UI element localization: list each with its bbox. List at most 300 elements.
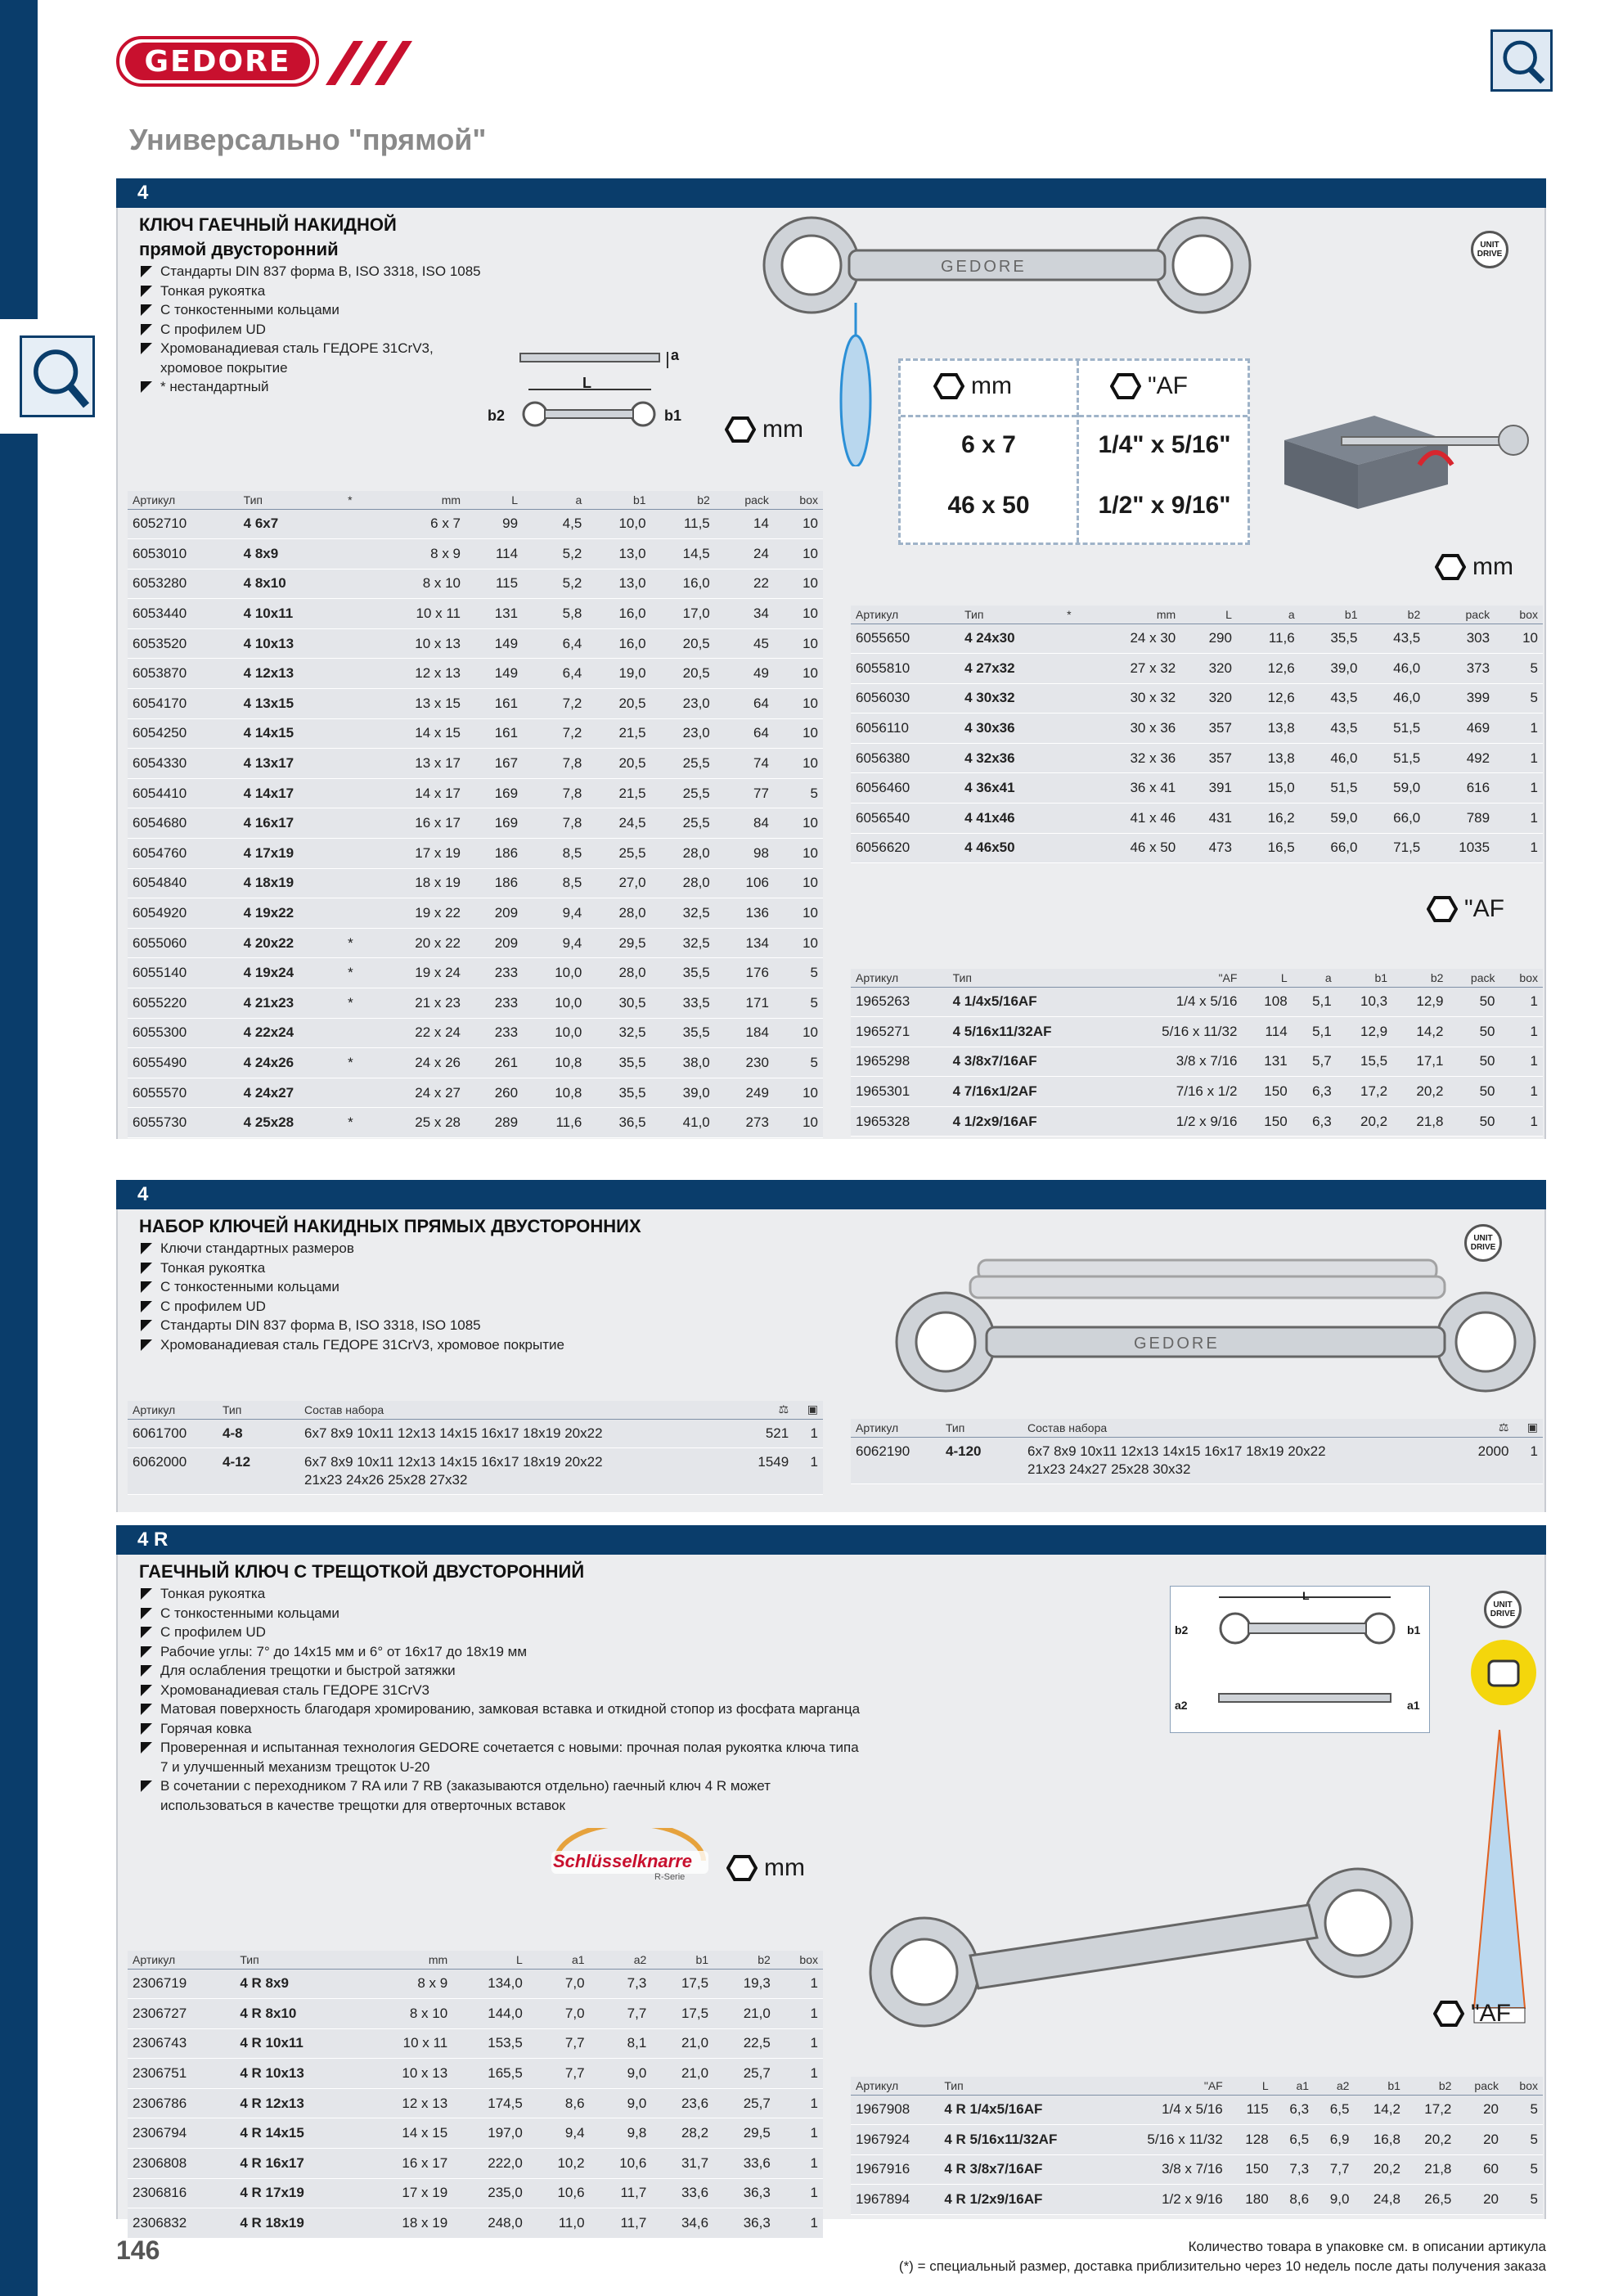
badge-subtext: R-Serie [654, 1872, 686, 1882]
table-row [851, 1077, 1543, 1107]
table-cell: 5 [1504, 2185, 1543, 2215]
col-header: Тип [948, 969, 1113, 987]
col-header: Артикул [851, 2077, 939, 2095]
table-cell: 20 [1456, 2125, 1504, 2155]
article-number: 6054410 [128, 778, 239, 808]
article-number: 6056620 [851, 833, 960, 863]
table-cell: 51,5 [1300, 773, 1363, 804]
type-label: 4 R 8x9 [235, 1969, 359, 1999]
type-label: 4 20x22 [239, 928, 343, 958]
table-cell: 10 x 11 [369, 599, 465, 629]
table-header-row [851, 969, 1543, 987]
table-cell: 9,0 [590, 2059, 652, 2089]
table-row [851, 987, 1543, 1017]
weight: 521 [736, 1419, 794, 1447]
table-cell: 373 [1425, 654, 1495, 684]
table-cell: 9,0 [1314, 2185, 1354, 2215]
table-cell: 10 [774, 868, 823, 898]
logo-stripes-icon [326, 41, 416, 85]
table-cell: 24,8 [1354, 2185, 1405, 2215]
col-header-box-icon: ▣ [794, 1401, 823, 1419]
table-cell: 32 x 36 [1086, 743, 1180, 773]
table-cell: 21 x 23 [369, 988, 465, 1019]
ring-wrench-icon [1490, 29, 1553, 92]
table-cell [343, 569, 369, 599]
col-header: L [465, 491, 523, 509]
table-cell: 10 [774, 509, 823, 539]
article-number: 6054920 [128, 898, 239, 929]
table-cell: 66,0 [1362, 804, 1425, 834]
table-cell: 32,5 [587, 1018, 650, 1048]
side-tab-bottom [0, 434, 38, 2296]
table-cell: 22,5 [713, 2028, 776, 2059]
table-cell: * [343, 958, 369, 988]
table-cell: 169 [465, 778, 523, 808]
table-cell: 12 x 13 [369, 659, 465, 689]
table-cell: 10 [774, 689, 823, 719]
table-cell: 36,3 [713, 2208, 776, 2239]
table-cell: 171 [715, 988, 774, 1019]
table-cell: 131 [1242, 1047, 1292, 1077]
col-header: Артикул [128, 1951, 235, 1969]
col-header: L [1228, 2077, 1274, 2095]
table-cell: 5 [1495, 654, 1543, 684]
type-label: 4 6x7 [239, 509, 343, 539]
table-cell: 19 x 24 [369, 958, 465, 988]
table-cell: 15,0 [1237, 773, 1300, 804]
type-label: 4 18x19 [239, 868, 343, 898]
table-cell: 7,3 [590, 1969, 652, 1999]
table-cell: 39,0 [1300, 654, 1363, 684]
table-cell: 20,5 [587, 749, 650, 779]
table-cell: 25,5 [651, 749, 715, 779]
table-cell: 10,0 [523, 1018, 587, 1048]
table-cell: 23,6 [651, 2088, 713, 2118]
table-cell: 84 [715, 808, 774, 839]
table-cell: 9,4 [523, 898, 587, 929]
table-cell: 1 [776, 1969, 823, 1999]
table-cell: 150 [1242, 1106, 1292, 1137]
unit-label-mm [1435, 553, 1513, 581]
table-row [128, 868, 823, 898]
table-cell: 35,5 [587, 1078, 650, 1108]
type-label: 4 R 8x10 [235, 1999, 359, 2029]
table-cell: 153,5 [452, 2028, 528, 2059]
table-cell: 20,2 [1337, 1106, 1392, 1137]
table-cell: 320 [1180, 654, 1237, 684]
table-cell: 34 [715, 599, 774, 629]
table-cell: 16,0 [587, 599, 650, 629]
table-cell: 1 [776, 2178, 823, 2208]
type-label: 4 10x13 [239, 628, 343, 659]
type-label: 4 46x50 [960, 833, 1062, 863]
table-cell: 11,7 [590, 2208, 652, 2239]
feature-item: С профилем UD [139, 1623, 957, 1642]
table-cell: 161 [465, 718, 523, 749]
table-row [128, 2088, 823, 2118]
type-label: 4 21x23 [239, 988, 343, 1019]
table-cell: 7,0 [528, 1999, 590, 2029]
table-cell: 5 [1504, 2125, 1543, 2155]
table-row [128, 749, 823, 779]
col-header: b2 [1392, 969, 1448, 987]
table-cell: 167 [465, 749, 523, 779]
table-cell: 230 [715, 1048, 774, 1078]
table-cell: 14,2 [1354, 2095, 1405, 2125]
feature-item: С тонкостенными кольцами [139, 1277, 875, 1297]
size-mm-2: 46 x 50 [947, 492, 1030, 519]
table-cell: 10,8 [523, 1048, 587, 1078]
table-cell: 51,5 [1362, 743, 1425, 773]
table-cell: 357 [1180, 743, 1237, 773]
table-cell: 209 [465, 898, 523, 929]
table-cell: 50 [1448, 987, 1499, 1017]
table-cell: 51,5 [1362, 714, 1425, 744]
type-label: 4 30x32 [960, 683, 1062, 714]
table-cell [1062, 683, 1086, 714]
col-header: box [1504, 2077, 1543, 2095]
table-cell: 10 x 13 [369, 628, 465, 659]
table-cell: 77 [715, 778, 774, 808]
table-row [851, 2095, 1543, 2125]
table-cell: 36,5 [587, 1108, 650, 1138]
table-cell: 11,5 [651, 509, 715, 539]
unit-text: "AF [1471, 2000, 1511, 2027]
table-cell: 5 [774, 988, 823, 1019]
table-cell: 13 x 17 [369, 749, 465, 779]
table-row [851, 1437, 1543, 1483]
table-cell: 134 [715, 928, 774, 958]
table-cell: 18 x 19 [369, 868, 465, 898]
table-cell: 13,0 [587, 539, 650, 569]
type-label: 4 R 10x13 [235, 2059, 359, 2089]
dim-b2-label: b2 [1175, 1623, 1189, 1636]
table-cell: 60 [1456, 2154, 1504, 2185]
col-header: b1 [1300, 606, 1363, 624]
feature-text: Хромованадиевая сталь ГЕДОРЕ 31CrV3, [160, 340, 434, 356]
hex-icon [1433, 2001, 1464, 2027]
product-title: НАБОР КЛЮЧЕЙ НАКИДНЫХ ПРЯМЫХ ДВУСТОРОННИХ [139, 1216, 641, 1236]
article-number: 6056110 [851, 714, 960, 744]
col-header: pack [715, 491, 774, 509]
table-cell: 10 [774, 839, 823, 869]
table-cell: 28,0 [587, 898, 650, 929]
unit-text: mm [762, 416, 803, 443]
type-label: 4 R 1/4x5/16AF [939, 2095, 1109, 2125]
table-cell: * [343, 988, 369, 1019]
table-cell: 13,0 [587, 569, 650, 599]
type-label: 4 16x17 [239, 808, 343, 839]
section-band: 4 [116, 178, 1546, 208]
table-cell: 357 [1180, 714, 1237, 744]
type-label: 4 19x22 [239, 898, 343, 929]
table-cell: 41 x 46 [1086, 804, 1180, 834]
dim-b1-label: b1 [664, 407, 682, 424]
table-cell: 149 [465, 628, 523, 659]
footer-note-line: Количество товара в упаковке см. в описании артикула [1188, 2239, 1546, 2254]
type-label: 4 R 18x19 [235, 2208, 359, 2239]
table-cell: 174,5 [452, 2088, 528, 2118]
table-cell: 10,6 [528, 2178, 590, 2208]
table-cell [1062, 654, 1086, 684]
table-cell: 29,5 [713, 2118, 776, 2149]
table-cell: 21,5 [587, 718, 650, 749]
table-cell: 34,6 [651, 2208, 713, 2239]
col-header: box [776, 1951, 823, 1969]
col-header: Состав набора [299, 1401, 736, 1419]
table-cell: 59,0 [1362, 773, 1425, 804]
col-header: Тип [239, 491, 343, 509]
table-cell: 114 [1242, 1017, 1292, 1047]
table-cell: 43,5 [1300, 714, 1363, 744]
table-cell: 1 [1500, 1017, 1544, 1047]
table-cell: 49 [715, 659, 774, 689]
table-row [128, 569, 823, 599]
col-header: pack [1456, 2077, 1504, 2095]
hex-icon [1435, 554, 1466, 580]
col-header: Артикул [128, 1401, 218, 1419]
table-cell: 169 [465, 808, 523, 839]
table-cell: 29,5 [587, 928, 650, 958]
article-number: 6061700 [128, 1419, 218, 1447]
feature-item: Стандарты DIN 837 форма B, ISO 3318, ISO 1085 [139, 1316, 875, 1335]
table-cell: 27 x 32 [1086, 654, 1180, 684]
table-cell: 10 [774, 749, 823, 779]
article-number: 1965263 [851, 987, 948, 1017]
table-cell: 5 [1504, 2154, 1543, 2185]
set-table [851, 1419, 1543, 1484]
type-label: 4 R 14x15 [235, 2118, 359, 2149]
table-row [128, 628, 823, 659]
article-number: 6054250 [128, 718, 239, 749]
table-cell: 7,2 [523, 718, 587, 749]
col-header: pack [1448, 969, 1499, 987]
table-row [128, 839, 823, 869]
set-line: 21x23 24x27 25x28 30x32 [1027, 1461, 1191, 1477]
table-cell: 8 x 9 [359, 1969, 452, 1999]
table-cell: 10 [774, 1108, 823, 1138]
table-cell: 1 [776, 2118, 823, 2149]
table-cell: 18 x 19 [359, 2208, 452, 2239]
table-cell: 20 [1456, 2185, 1504, 2215]
table-cell [343, 868, 369, 898]
col-header: Тип [960, 606, 1062, 624]
feature-item: Горячая ковка [139, 1719, 957, 1739]
table-cell: 6,5 [1314, 2095, 1354, 2125]
table-header-row [128, 491, 823, 509]
table-row [851, 804, 1543, 834]
table-cell: 12,6 [1237, 654, 1300, 684]
table-cell: 24,5 [587, 808, 650, 839]
badge-text: Schlüsselknarre [553, 1851, 692, 1871]
set-contents [1023, 1437, 1456, 1483]
article-number: 6055570 [128, 1078, 239, 1108]
article-number: 6054760 [128, 839, 239, 869]
article-number: 6055730 [128, 1108, 239, 1138]
table-cell: 10,2 [528, 2149, 590, 2179]
table-cell: 1 [776, 2088, 823, 2118]
table-cell: 165,5 [452, 2059, 528, 2089]
table-cell: 399 [1425, 683, 1495, 714]
type-label: 4 8x10 [239, 569, 343, 599]
article-number: 1967894 [851, 2185, 939, 2215]
table-cell: 46,0 [1362, 683, 1425, 714]
table-row [851, 773, 1543, 804]
type-label: 4 41x46 [960, 804, 1062, 834]
col-header-weight-icon: ⚖ [1456, 1419, 1513, 1437]
col-header: Артикул [851, 1419, 941, 1437]
table-cell: 1/4 x 5/16 [1109, 2095, 1228, 2125]
col-header: Состав набора [1023, 1419, 1456, 1437]
table-cell: 17,5 [651, 1969, 713, 1999]
type-label: 4 R 12x13 [235, 2088, 359, 2118]
table-cell: 7,8 [523, 749, 587, 779]
col-header: a [1293, 969, 1337, 987]
table-cell: 144,0 [452, 1999, 528, 2029]
table-cell: 16 x 17 [369, 808, 465, 839]
table-cell: 19,3 [713, 1969, 776, 1999]
col-header: box [774, 491, 823, 509]
table-cell: 9,8 [590, 2118, 652, 2149]
table-cell: 17,1 [1392, 1047, 1448, 1077]
article-number: 6054840 [128, 868, 239, 898]
feature-item: Тонкая рукоятка [139, 1584, 957, 1604]
table-cell: 15,5 [1337, 1047, 1392, 1077]
type-label: 4 R 10x11 [235, 2028, 359, 2059]
table-cell: 43,5 [1300, 683, 1363, 714]
table-cell: * [343, 1048, 369, 1078]
table-cell: 260 [465, 1078, 523, 1108]
table-row [128, 898, 823, 929]
table-header-row [128, 1951, 823, 1969]
article-number: 6052710 [128, 509, 239, 539]
table-cell: 10 [774, 898, 823, 929]
col-header: mm [1086, 606, 1180, 624]
table-cell: 30 x 36 [1086, 714, 1180, 744]
table-cell [343, 808, 369, 839]
table-row [128, 1419, 823, 1447]
table-cell: 5 [1504, 2095, 1543, 2125]
size-af-2: 1/2" x 9/16" [1098, 492, 1231, 519]
type-label: 4 13x17 [239, 749, 343, 779]
table-cell: 10 [774, 718, 823, 749]
section-band: 4 R [116, 1525, 1546, 1555]
table-cell: 12,9 [1337, 1017, 1392, 1047]
table-cell: 25,5 [651, 808, 715, 839]
table-cell: 10 [774, 1078, 823, 1108]
table-cell: 8,6 [528, 2088, 590, 2118]
hex-icon [1110, 373, 1141, 399]
feature-text: Проверенная и испытанная технология GEDORE сочетается с новыми: прочная полая рукоятка ключа типа [160, 1740, 859, 1755]
article-number: 6056460 [851, 773, 960, 804]
table-cell: 46 x 50 [1086, 833, 1180, 863]
article-number: 2306743 [128, 2028, 235, 2059]
page-title: Универсально "прямой" [129, 123, 487, 156]
table-row [851, 1106, 1543, 1137]
table-cell: 26,5 [1405, 2185, 1456, 2215]
feature-item: С профилем UD [139, 320, 597, 340]
article-number: 2306794 [128, 2118, 235, 2149]
article-number: 6055300 [128, 1018, 239, 1048]
table-row [128, 1078, 823, 1108]
table-cell: 209 [465, 928, 523, 958]
set-contents [299, 1447, 736, 1494]
table-cell: 8 x 10 [369, 569, 465, 599]
col-header: * [1062, 606, 1086, 624]
table-cell: 249 [715, 1078, 774, 1108]
article-number: 2306727 [128, 1999, 235, 2029]
table-cell: 14 [715, 509, 774, 539]
unit-label-af [1427, 895, 1504, 923]
feature-item: Рабочие углы: 7° до 14x15 мм и 6° от 16x17 до 18x19 мм [139, 1642, 957, 1662]
feature-item: С тонкостенными кольцами [139, 300, 597, 320]
table-cell: 114 [465, 539, 523, 569]
table-cell: 20,2 [1392, 1077, 1448, 1107]
article-number: 1967908 [851, 2095, 939, 2125]
table-cell: 1 [1500, 1106, 1544, 1137]
col-header: a [1237, 606, 1300, 624]
table-cell: 14 x 15 [359, 2118, 452, 2149]
col-header: Тип [941, 1419, 1023, 1437]
table-cell: 10 [1495, 624, 1543, 654]
table-cell: 106 [715, 868, 774, 898]
table-cell: 14,2 [1392, 1017, 1448, 1047]
table-cell: 28,0 [587, 958, 650, 988]
table-cell: 5,8 [523, 599, 587, 629]
table-row [128, 509, 823, 539]
table-cell: 176 [715, 958, 774, 988]
table-cell: 7,2 [523, 689, 587, 719]
table-cell: 23,0 [651, 718, 715, 749]
table-cell: 5 [1495, 683, 1543, 714]
table-row [851, 654, 1543, 684]
type-label: 4 10x11 [239, 599, 343, 629]
wrench-set-image [856, 1236, 1556, 1399]
table-cell: 20 x 22 [369, 928, 465, 958]
article-number: 6055060 [128, 928, 239, 958]
feature-item: Хромованадиевая сталь ГЕДОРЕ 31CrV3 [139, 1681, 957, 1700]
table-cell: 1 [776, 1999, 823, 2029]
col-header: Тип [939, 2077, 1109, 2095]
table-row [128, 1969, 823, 1999]
table-cell: 10,6 [590, 2149, 652, 2179]
page-number: 146 [116, 2235, 160, 2265]
col-header: a2 [590, 1951, 652, 1969]
type-label: 4 7/16x1/2AF [948, 1077, 1113, 1107]
table-cell: 5,2 [523, 539, 587, 569]
dim-a1-label: a1 [1407, 1699, 1420, 1712]
unit-label-mm [726, 1854, 805, 1882]
article-number: 6055490 [128, 1048, 239, 1078]
article-number: 6054680 [128, 808, 239, 839]
feature-item: С тонкостенными кольцами [139, 1604, 957, 1623]
table-cell: 1/2 x 9/16 [1109, 2185, 1228, 2215]
table-row [128, 1018, 823, 1048]
feature-item: Тонкая рукоятка [139, 281, 597, 301]
table-cell: 7,7 [1314, 2154, 1354, 2185]
type-label: 4 R 16x17 [235, 2149, 359, 2179]
table-cell: 5,7 [1293, 1047, 1337, 1077]
article-number: 2306751 [128, 2059, 235, 2089]
article-number: 6054170 [128, 689, 239, 719]
type-label: 4-8 [218, 1419, 299, 1447]
table-cell: 5 [774, 1048, 823, 1078]
article-number: 6056030 [851, 683, 960, 714]
table-cell: 21,8 [1405, 2154, 1456, 2185]
usage-illustration [1276, 407, 1538, 514]
hex-icon [933, 373, 964, 399]
table-cell: 1 [776, 2059, 823, 2089]
